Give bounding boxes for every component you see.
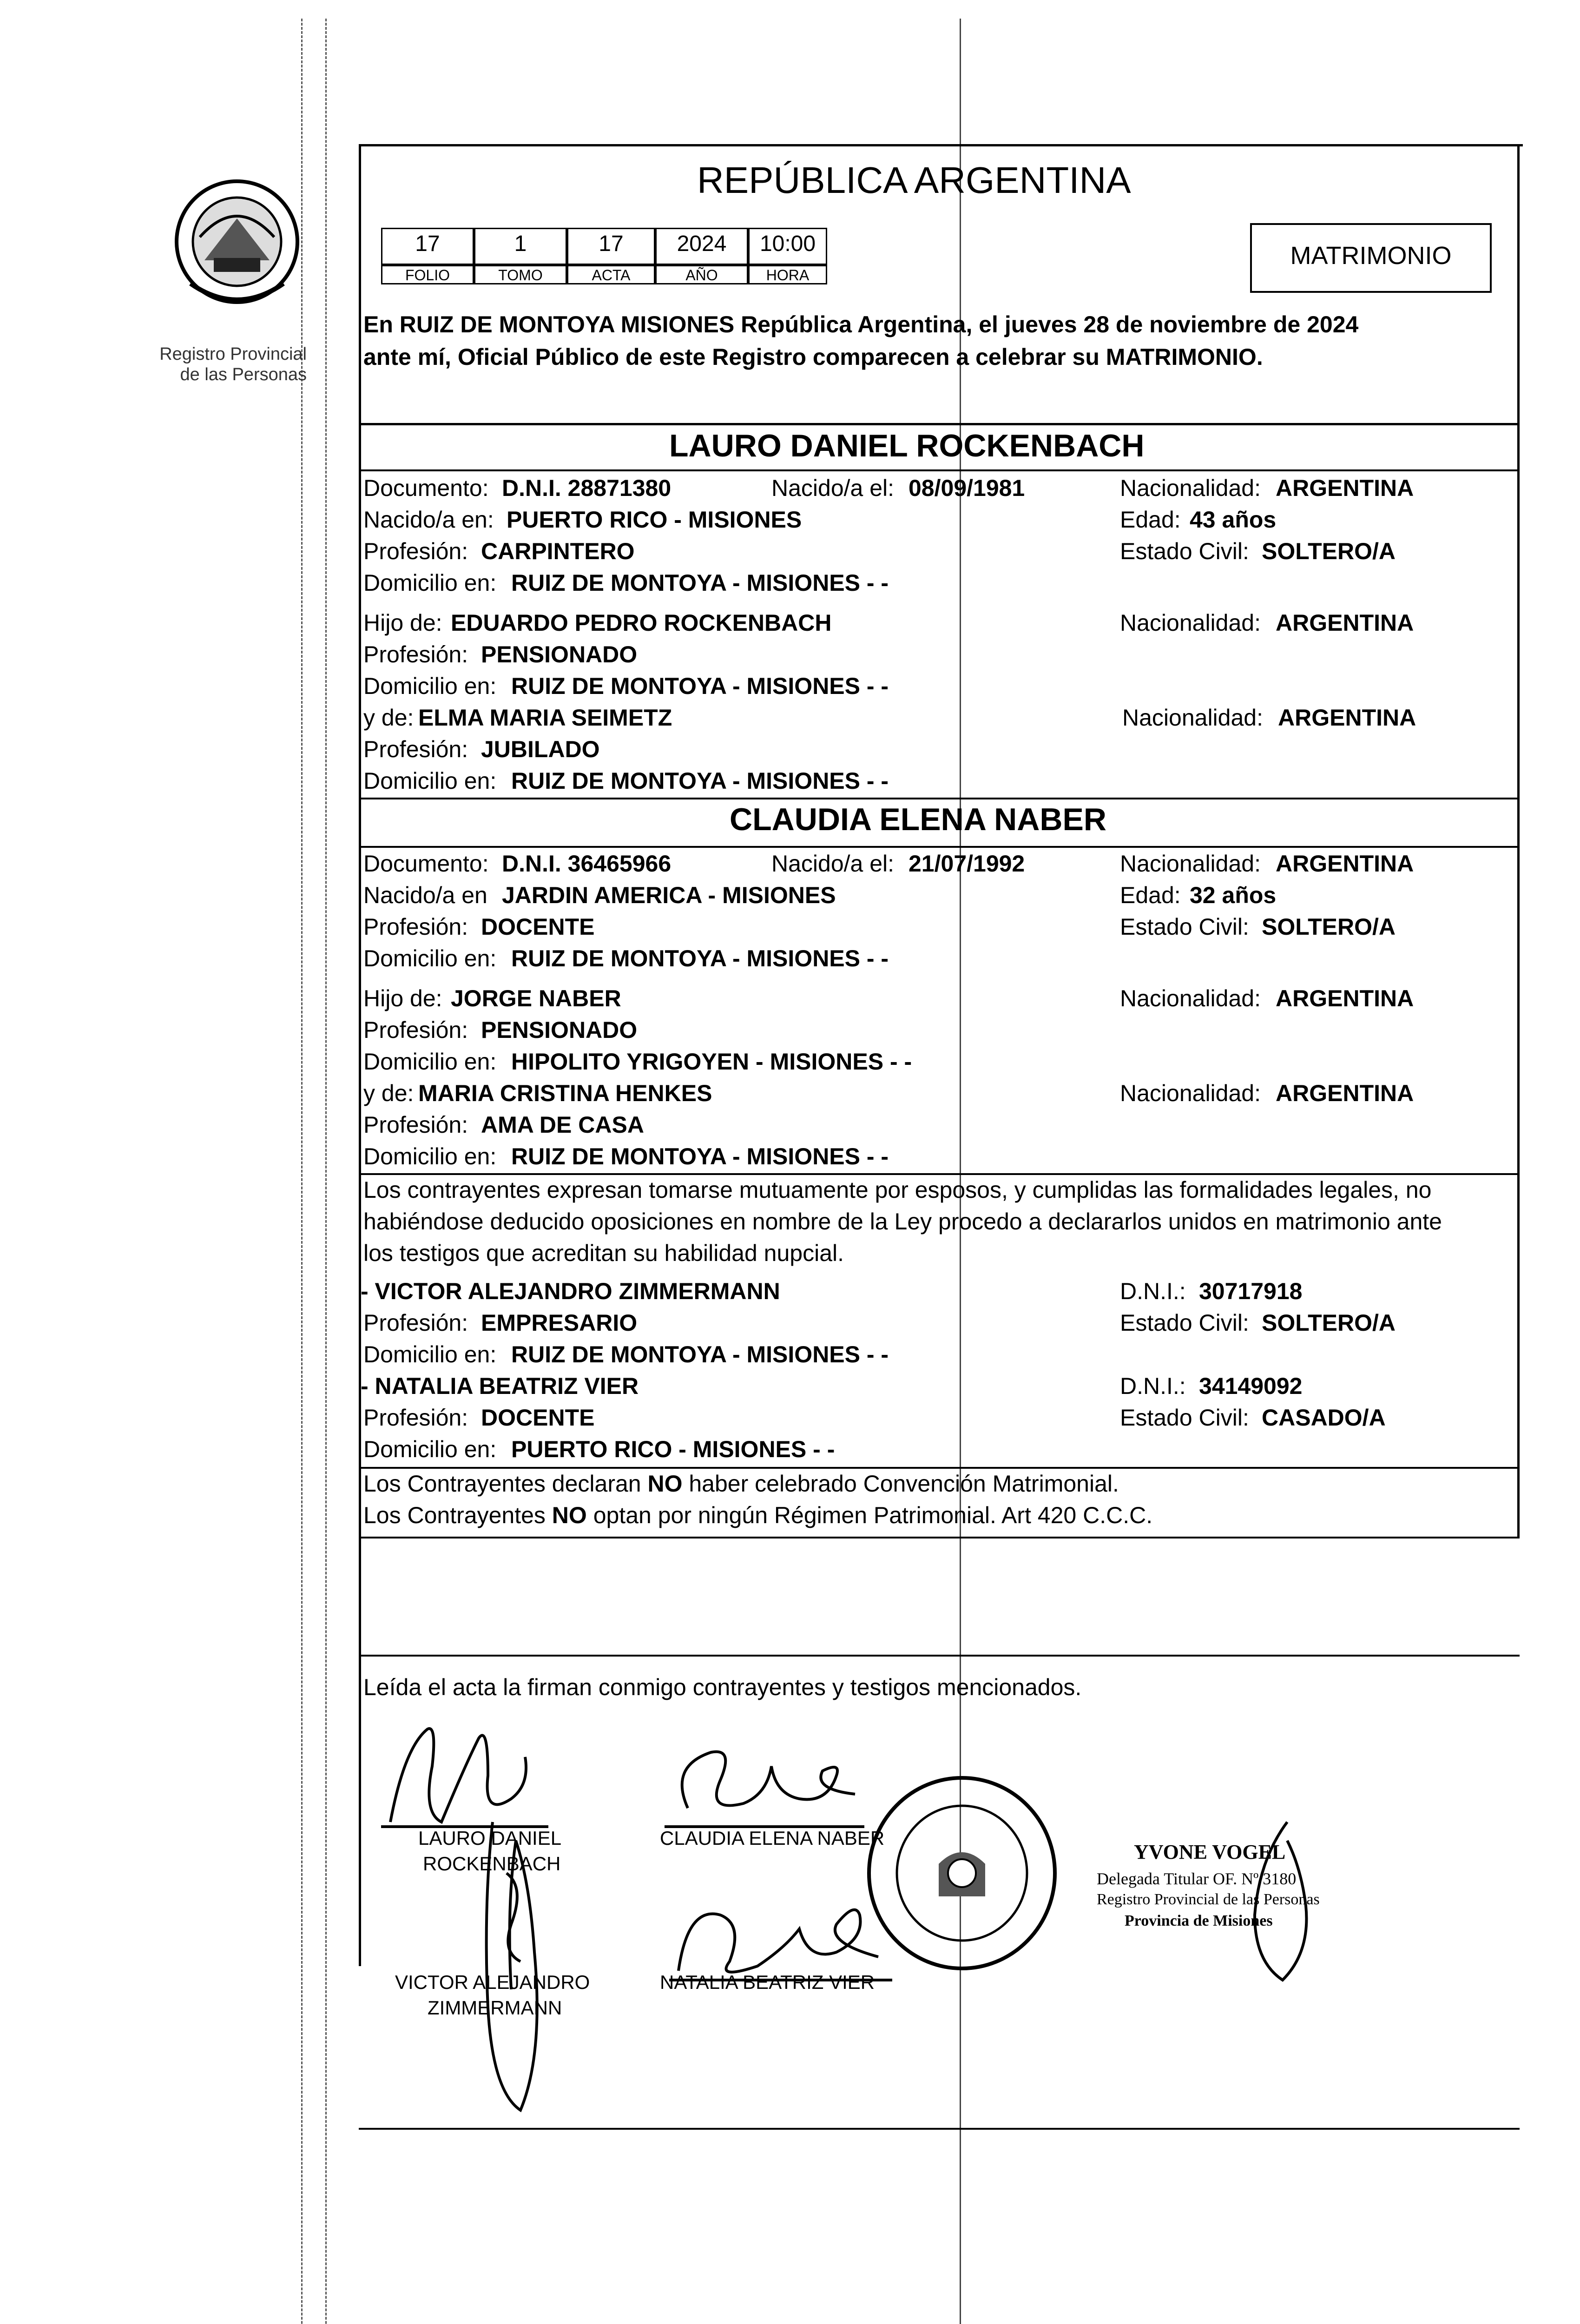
page-title: REPÚBLICA ARGENTINA bbox=[697, 159, 1131, 201]
c2-doc-value: D.N.I. 36465966 bbox=[502, 851, 672, 877]
c1-mother-prof-label: Profesión: bbox=[363, 736, 468, 762]
w1-addr-label: Domicilio en: bbox=[363, 1341, 497, 1367]
c1-father-addr-value: RUIZ DE MONTOYA - MISIONES - - bbox=[511, 673, 889, 699]
intro-line-2: ante mí, Oficial Público de este Registro comparecen a celebrar su MATRIMONIO. bbox=[363, 344, 1263, 370]
c2-civil-label: Estado Civil: bbox=[1120, 914, 1249, 940]
c1-nat-value: ARGENTINA bbox=[1276, 475, 1414, 501]
c2-mother-prof-value: AMA DE CASA bbox=[481, 1112, 644, 1138]
w2-dni-value: 34149092 bbox=[1199, 1373, 1303, 1399]
c1-born-value: 08/09/1981 bbox=[908, 475, 1025, 501]
official-province: Provincia de Misiones bbox=[1125, 1912, 1273, 1929]
w1-prof-label: Profesión: bbox=[363, 1310, 468, 1336]
tomo-label: TOMO bbox=[474, 265, 567, 284]
c2-mother-addr-value: RUIZ DE MONTOYA - MISIONES - - bbox=[511, 1143, 889, 1169]
c2-birthplace-label: Nacido/a en bbox=[363, 882, 487, 908]
w2-addr-label: Domicilio en: bbox=[363, 1436, 497, 1462]
note-regimen: Los Contrayentes NO optan por ningún Régimen Patrimonial. Art 420 C.C.C. bbox=[363, 1502, 1153, 1528]
c1-born-label: Nacido/a el: bbox=[771, 475, 895, 501]
c1-mother-label: y de: bbox=[363, 705, 414, 731]
witness2-name: - NATALIA BEATRIZ VIER bbox=[361, 1373, 639, 1399]
w2-prof-label: Profesión: bbox=[363, 1405, 468, 1431]
c2-age-label: Edad: bbox=[1120, 882, 1181, 908]
act-type: MATRIMONIO bbox=[1290, 242, 1452, 270]
witness1-name: - VICTOR ALEJANDRO ZIMMERMANN bbox=[361, 1278, 780, 1304]
sig1-name-1: LAURO DANIEL bbox=[418, 1827, 562, 1849]
c1-mother-nat-value: ARGENTINA bbox=[1278, 705, 1416, 731]
c2-civil-value: SOLTERO/A bbox=[1262, 914, 1396, 940]
intro-line-1: En RUIZ DE MONTOYA MISIONES República Argentina, el jueves 28 de noviembre de 2024 bbox=[363, 311, 1359, 337]
w2-dni-label: D.N.I.: bbox=[1120, 1373, 1186, 1399]
c1-prof-value: CARPINTERO bbox=[481, 538, 635, 564]
margin-line bbox=[325, 19, 327, 2324]
note-convention: Los Contrayentes declaran NO haber celebrado Convención Matrimonial. bbox=[363, 1471, 1119, 1497]
w1-prof-value: EMPRESARIO bbox=[481, 1310, 638, 1336]
c1-mother-addr-label: Domicilio en: bbox=[363, 768, 497, 794]
c2-prof-label: Profesión: bbox=[363, 914, 468, 940]
ano-label: AÑO bbox=[655, 265, 748, 284]
c1-mother-value: ELMA MARIA SEIMETZ bbox=[418, 705, 672, 731]
c2-father-addr-value: HIPOLITO YRIGOYEN - MISIONES - - bbox=[511, 1049, 912, 1075]
c2-addr-label: Domicilio en: bbox=[363, 945, 497, 971]
sig1-name-2: ROCKENBACH bbox=[423, 1853, 561, 1875]
c1-mother-prof-value: JUBILADO bbox=[481, 736, 600, 762]
c1-mother-addr-value: RUIZ DE MONTOYA - MISIONES - - bbox=[511, 768, 889, 794]
w2-civil-label: Estado Civil: bbox=[1120, 1405, 1249, 1431]
acta-value: 17 bbox=[567, 228, 655, 265]
c1-birthplace-value: PUERTO RICO - MISIONES bbox=[507, 507, 802, 533]
c2-nat-value: ARGENTINA bbox=[1276, 851, 1414, 877]
c1-addr-label: Domicilio en: bbox=[363, 570, 497, 596]
section-divider bbox=[359, 469, 1520, 471]
c2-prof-value: DOCENTE bbox=[481, 914, 595, 940]
registry-logo bbox=[172, 167, 302, 321]
declaration-line-3: los testigos que acreditan su habilidad nupcial. bbox=[363, 1240, 844, 1266]
section-divider bbox=[359, 1655, 1520, 1657]
c2-nat-label: Nacionalidad: bbox=[1120, 851, 1261, 877]
c1-prof-label: Profesión: bbox=[363, 538, 468, 564]
left-border bbox=[359, 144, 361, 1966]
hora-label: HORA bbox=[748, 265, 827, 284]
contrayente2-name: CLAUDIA ELENA NABER bbox=[730, 802, 1106, 837]
c2-mother-value: MARIA CRISTINA HENKES bbox=[418, 1080, 712, 1106]
province-seal-icon bbox=[172, 167, 302, 321]
c2-age-value: 32 años bbox=[1190, 882, 1277, 908]
c2-mother-nat-value: ARGENTINA bbox=[1276, 1080, 1414, 1106]
w1-dni-value: 30717918 bbox=[1199, 1278, 1303, 1304]
c1-father-addr-label: Domicilio en: bbox=[363, 673, 497, 699]
section-divider bbox=[359, 798, 1520, 799]
c2-father-label: Hijo de: bbox=[363, 985, 442, 1011]
ano-value: 2024 bbox=[655, 228, 748, 265]
folio-value: 17 bbox=[381, 228, 474, 265]
declaration-line-2: habiéndose deducido oposiciones en nombre de la Ley procedo a declararlos unidos en matrimonio ante bbox=[363, 1208, 1442, 1235]
c2-doc-label: Documento: bbox=[363, 851, 489, 877]
w1-dni-label: D.N.I.: bbox=[1120, 1278, 1186, 1304]
sig2-name: CLAUDIA ELENA NABER bbox=[660, 1827, 885, 1849]
section-divider bbox=[359, 1173, 1520, 1175]
c1-doc-label: Documento: bbox=[363, 475, 489, 501]
bottom-border bbox=[359, 2128, 1520, 2130]
c2-father-nat-value: ARGENTINA bbox=[1276, 985, 1414, 1011]
registry-name-2: de las Personas bbox=[180, 365, 307, 384]
signature-victor bbox=[465, 1813, 567, 2115]
closing-line: Leída el acta la firman conmigo contrayentes y testigos mencionados. bbox=[363, 1674, 1082, 1700]
signature-claudia bbox=[660, 1738, 874, 1836]
section-divider bbox=[359, 1467, 1520, 1469]
section-divider bbox=[359, 423, 1520, 425]
w2-addr-value: PUERTO RICO - MISIONES - - bbox=[511, 1436, 835, 1462]
official-name: YVONE VOGEL bbox=[1134, 1841, 1286, 1863]
sig3-name-1: VICTOR ALEJANDRO bbox=[395, 1971, 590, 1993]
declaration-line-1: Los contrayentes expresan tomarse mutuamente por esposos, y cumplidas las formalidades legales, no bbox=[363, 1177, 1432, 1203]
registry-name-1: Registro Provincial bbox=[159, 344, 307, 364]
c1-father-nat-value: ARGENTINA bbox=[1276, 610, 1414, 636]
c1-mother-nat-label: Nacionalidad: bbox=[1122, 705, 1263, 731]
tomo-value: 1 bbox=[474, 228, 567, 265]
c2-father-prof-value: PENSIONADO bbox=[481, 1017, 638, 1043]
w2-prof-value: DOCENTE bbox=[481, 1405, 595, 1431]
c1-age-value: 43 años bbox=[1190, 507, 1277, 533]
official-seal-icon bbox=[864, 1776, 1060, 1971]
c2-father-value: JORGE NABER bbox=[451, 985, 621, 1011]
acta-label: ACTA bbox=[567, 265, 655, 284]
c1-age-label: Edad: bbox=[1120, 507, 1181, 533]
sig4-name: NATALIA BEATRIZ VIER bbox=[660, 1971, 875, 1993]
c2-addr-value: RUIZ DE MONTOYA - MISIONES - - bbox=[511, 945, 889, 971]
contrayente1-name: LAURO DANIEL ROCKENBACH bbox=[669, 428, 1145, 463]
c2-father-addr-label: Domicilio en: bbox=[363, 1049, 497, 1075]
c2-mother-addr-label: Domicilio en: bbox=[363, 1143, 497, 1169]
official-registry: Registro Provincial de las Personas bbox=[1097, 1891, 1320, 1908]
c1-civil-value: SOLTERO/A bbox=[1262, 538, 1396, 564]
c1-addr-value: RUIZ DE MONTOYA - MISIONES - - bbox=[511, 570, 889, 596]
official-title: Delegada Titular OF. Nº 3180 bbox=[1097, 1869, 1297, 1888]
w1-civil-label: Estado Civil: bbox=[1120, 1310, 1249, 1336]
c2-born-label: Nacido/a el: bbox=[771, 851, 895, 877]
c2-mother-nat-label: Nacionalidad: bbox=[1120, 1080, 1261, 1106]
c1-father-nat-label: Nacionalidad: bbox=[1120, 610, 1261, 636]
c1-father-label: Hijo de: bbox=[363, 610, 442, 636]
w2-civil-value: CASADO/A bbox=[1262, 1405, 1386, 1431]
c2-mother-prof-label: Profesión: bbox=[363, 1112, 468, 1138]
c2-mother-label: y de: bbox=[363, 1080, 414, 1106]
c2-born-value: 21/07/1992 bbox=[908, 851, 1025, 877]
sig3-name-2: ZIMMERMANN bbox=[428, 1997, 562, 2019]
header-top-border bbox=[359, 144, 1523, 146]
right-border bbox=[1517, 144, 1520, 1538]
w1-addr-value: RUIZ DE MONTOYA - MISIONES - - bbox=[511, 1341, 889, 1367]
c1-civil-label: Estado Civil: bbox=[1120, 538, 1249, 564]
c1-father-prof-value: PENSIONADO bbox=[481, 641, 638, 667]
section-divider bbox=[359, 1537, 1520, 1538]
folio-label: FOLIO bbox=[381, 265, 474, 284]
c1-doc-value: D.N.I. 28871380 bbox=[502, 475, 672, 501]
c2-father-prof-label: Profesión: bbox=[363, 1017, 468, 1043]
section-divider bbox=[359, 846, 1520, 848]
c2-birthplace-value: JARDIN AMERICA - MISIONES bbox=[502, 882, 836, 908]
c1-birthplace-label: Nacido/a en: bbox=[363, 507, 494, 533]
hora-value: 10:00 bbox=[748, 228, 827, 265]
w1-civil-value: SOLTERO/A bbox=[1262, 1310, 1396, 1336]
c1-father-prof-label: Profesión: bbox=[363, 641, 468, 667]
c1-nat-label: Nacionalidad: bbox=[1120, 475, 1261, 501]
c2-father-nat-label: Nacionalidad: bbox=[1120, 985, 1261, 1011]
c1-father-value: EDUARDO PEDRO ROCKENBACH bbox=[451, 610, 832, 636]
